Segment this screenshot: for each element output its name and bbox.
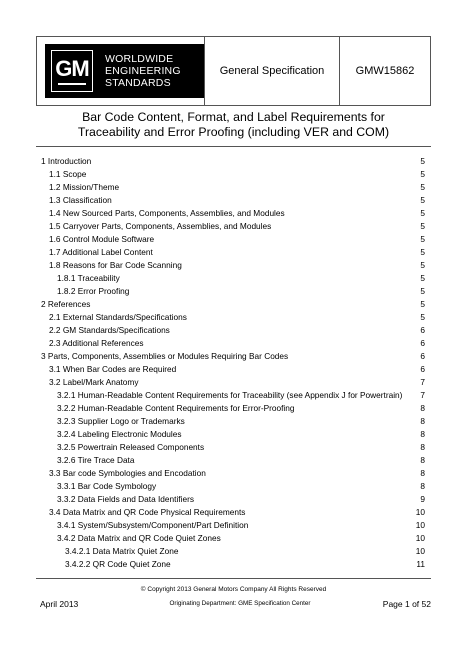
toc-entry[interactable] [36,389,431,402]
toc-entry-label[interactable]: 3.3 Bar code Symbologies and Encodation [49,468,206,478]
toc-entry-label[interactable]: 3.2.2 Human-Readable Content Requirements for Error-Proofing [57,403,295,413]
gm-logo-underline [58,83,86,85]
toc-entry-page[interactable]: 10 [415,507,425,517]
toc-entry[interactable] [36,181,431,194]
toc-entry-label[interactable]: 2.2 GM Standards/Specifications [49,325,170,335]
toc-entry-page[interactable]: 10 [415,520,425,530]
toc-entry[interactable] [36,285,431,298]
org-line-3: STANDARDS [105,77,171,89]
table-of-contents [36,155,431,571]
toc-entry[interactable] [36,259,431,272]
toc-entry-page[interactable]: 10 [415,533,425,543]
toc-entry[interactable] [36,519,431,532]
toc-entry-label[interactable]: 2 References [41,299,91,309]
toc-entry[interactable] [36,558,431,571]
toc-entry[interactable] [36,493,431,506]
toc-entry-label[interactable]: 1.7 Additional Label Content [49,247,153,257]
toc-entry-page[interactable]: 6 [420,325,425,335]
toc-entry-page[interactable]: 5 [420,260,425,270]
toc-entry[interactable] [36,402,431,415]
toc-entry[interactable] [36,363,431,376]
toc-entry-label[interactable]: 3.4.2.1 Data Matrix Quiet Zone [65,546,179,556]
org-line-2: ENGINEERING [105,65,181,77]
gm-logo-text: GM [55,55,89,81]
toc-entry-page[interactable]: 5 [420,312,425,322]
logo-cell [37,37,205,105]
toc-entry-label[interactable]: 3.3.2 Data Fields and Data Identifiers [57,494,194,504]
document-title-line-2: Traceability and Error Proofing (including VER and COM) [77,125,390,139]
toc-entry[interactable] [36,155,431,168]
toc-entry-label[interactable]: 3 Parts, Components, Assemblies or Modules Requiring Bar Codes [41,351,289,361]
toc-entry[interactable] [36,207,431,220]
footer-divider [36,578,431,579]
toc-entry[interactable] [36,545,431,558]
toc-entry-label[interactable]: 3.4.1 System/Subsystem/Component/Part Definition [57,520,249,530]
toc-entry-page[interactable]: 5 [420,286,425,296]
toc-entry-label[interactable]: 3.1 When Bar Codes are Required [49,364,177,374]
toc-entry[interactable] [36,480,431,493]
toc-entry[interactable] [36,233,431,246]
toc-entry-page[interactable]: 5 [420,234,425,244]
title-divider [36,146,431,147]
toc-entry-page[interactable]: 8 [420,442,425,452]
toc-entry-page[interactable]: 7 [420,377,425,387]
gm-logo-mark [51,50,93,92]
toc-entry-label[interactable]: 1.8.2 Error Proofing [57,286,130,296]
toc-entry[interactable] [36,532,431,545]
toc-entry-page[interactable]: 5 [420,182,425,192]
toc-entry-page[interactable]: 7 [420,390,425,400]
toc-entry-label[interactable]: 1.4 New Sourced Parts, Components, Assemblies, and Modules [49,208,285,218]
toc-entry-page[interactable]: 8 [420,455,425,465]
toc-entry-label[interactable]: 2.3 Additional References [49,338,144,348]
toc-entry[interactable] [36,194,431,207]
toc-entry-label[interactable]: 3.2.6 Tire Trace Data [57,455,135,465]
toc-entry-page[interactable]: 5 [420,208,425,218]
toc-entry-page[interactable]: 8 [420,481,425,491]
toc-entry[interactable] [36,311,431,324]
toc-entry[interactable] [36,376,431,389]
toc-entry-label[interactable]: 1.6 Control Module Software [49,234,155,244]
org-line-1: WORLDWIDE [105,53,174,65]
toc-entry-label[interactable]: 1.2 Mission/Theme [49,182,120,192]
toc-entry[interactable] [36,168,431,181]
toc-entry-page[interactable]: 5 [420,299,425,309]
toc-entry-page[interactable]: 6 [420,364,425,374]
toc-entry[interactable] [36,441,431,454]
toc-entry[interactable] [36,428,431,441]
toc-entry[interactable] [36,337,431,350]
toc-entry-label[interactable]: 3.2.5 Powertrain Released Components [57,442,205,452]
org-name [105,53,181,89]
toc-entry[interactable] [36,467,431,480]
toc-entry-page[interactable]: 9 [420,494,425,504]
toc-entry-page[interactable]: 8 [420,468,425,478]
toc-entry[interactable] [36,246,431,259]
toc-entry-label[interactable]: 1.5 Carryover Parts, Components, Assemblies, and Modules [49,221,272,231]
toc-entry-page[interactable]: 5 [420,247,425,257]
toc-entry-page[interactable]: 5 [420,273,425,283]
toc-entry-page[interactable]: 6 [420,351,425,361]
toc-entry[interactable] [36,324,431,337]
toc-entry-label[interactable]: 3.2.1 Human-Readable Content Requirements for Traceability (see Appendix J for Powertrain) [57,390,403,400]
toc-entry-page[interactable]: 10 [415,546,425,556]
toc-entry[interactable] [36,350,431,363]
spec-number: GMW15862 [355,65,415,77]
toc-entry[interactable] [36,220,431,233]
document-title-line-1: Bar Code Content, Format, and Label Requirements for [82,110,385,124]
toc-entry-label[interactable]: 3.2 Label/Mark Anatomy [49,377,139,387]
toc-entry[interactable] [36,298,431,311]
toc-entry-label[interactable]: 1.8 Reasons for Bar Code Scanning [49,260,182,270]
footer-department: Originating Department: GME Specification Center [169,600,311,607]
document-title [36,110,431,140]
toc-entry-label[interactable]: 1.8.1 Traceability [57,273,120,283]
toc-entry[interactable] [36,272,431,285]
toc-entry-page[interactable]: 8 [420,416,425,426]
toc-entry-label[interactable]: 1.3 Classification [49,195,112,205]
toc-entry-page[interactable]: 5 [420,156,425,166]
toc-entry-label[interactable]: 3.2.4 Labeling Electronic Modules [57,429,182,439]
toc-entry-label[interactable]: 1 Introduction [41,156,92,166]
toc-entry-label[interactable]: 3.4.2.2 QR Code Quiet Zone [65,559,171,569]
toc-entry-label[interactable]: 1.1 Scope [49,169,87,179]
document-header [36,36,431,106]
toc-entry-label[interactable]: 3.2.3 Supplier Logo or Trademarks [57,416,185,426]
toc-entry-page[interactable]: 8 [420,403,425,413]
toc-entry-page[interactable]: 6 [420,338,425,348]
footer-date: April 2013 [40,599,79,609]
toc-entry[interactable] [36,506,431,519]
toc-entry-label[interactable]: 2.1 External Standards/Specifications [49,312,187,322]
toc-entry-page[interactable]: 5 [420,221,425,231]
toc-entry-page[interactable]: 8 [420,429,425,439]
toc-entry-label[interactable]: 3.3.1 Bar Code Symbology [57,481,157,491]
toc-entry[interactable] [36,454,431,467]
toc-entry-page[interactable]: 5 [420,169,425,179]
toc-entry[interactable] [36,415,431,428]
toc-entry-page[interactable]: 11 [416,559,425,569]
copyright-notice: © Copyright 2013 General Motors Company All Rights Reserved [140,586,327,593]
footer-page-number: Page 1 of 52 [382,599,431,609]
toc-entry-page[interactable]: 5 [420,195,425,205]
gm-logo [45,44,204,98]
toc-entry-label[interactable]: 3.4.2 Data Matrix and QR Code Quiet Zones [57,533,221,543]
spec-type: General Specification [205,37,340,105]
toc-entry-label[interactable]: 3.4 Data Matrix and QR Code Physical Requirements [49,507,246,517]
